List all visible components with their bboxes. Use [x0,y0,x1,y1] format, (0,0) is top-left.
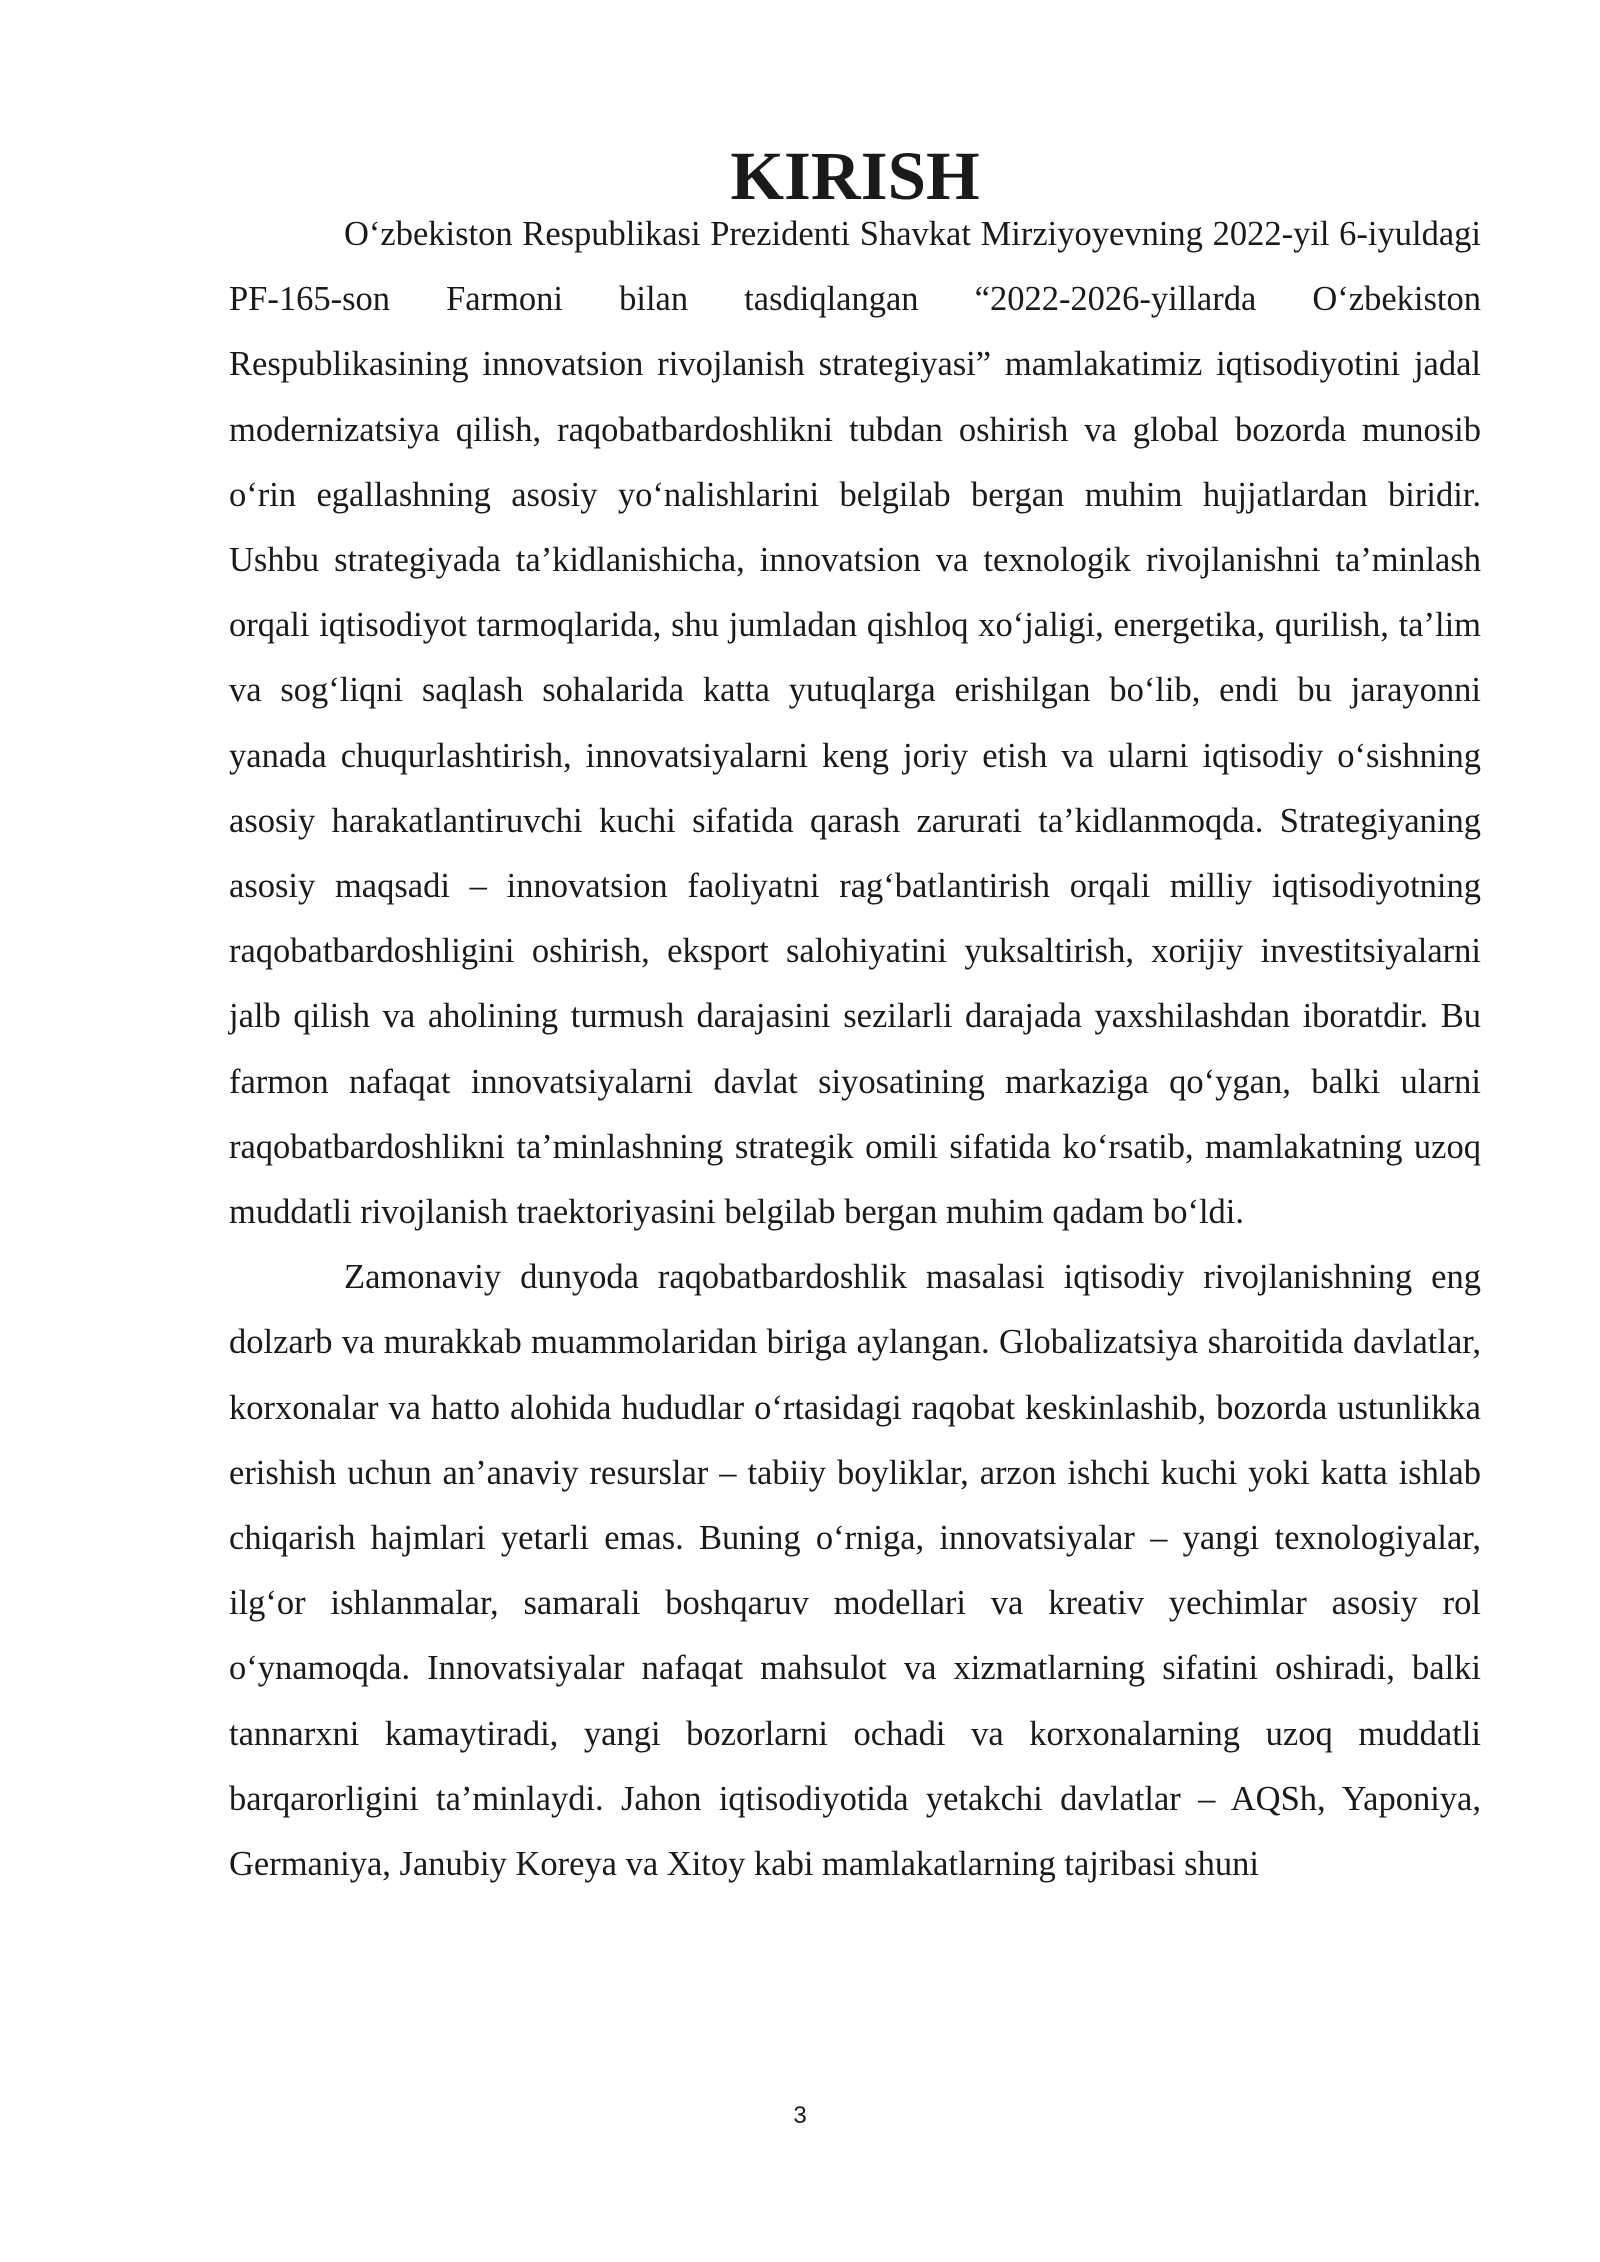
paragraph-2: Zamonaviy dunyoda raqobatbardoshlik masalasi iqtisodiy rivojlanishning eng dolzarb va murakkab muammolaridan biriga aylangan. Globalizatsiya sharoitida davlatlar, korxonalar va hatto alohida hududlar o‘rtasidagi raqobat keskinlashib, bozorda ustunlikka erishish uchun an’anaviy resurslar – tabiiy boyliklar, arzon ishchi kuchi yoki katta ishlab chiqarish hajmlari yetarli emas. Buning o‘rniga, innovatsiyalar – yangi texnologiyalar, ilg‘or ishlanmalar, samarali boshqaruv modellari va kreativ yechimlar asosiy rol o‘ynamoqda. Innovatsiyalar nafaqat mahsulot va xizmatlarning sifatini oshiradi, balki tannarxni kamaytiradi, yangi bozorlarni ochadi va korxonalarning uzoq muddatli barqarorligini ta’minlaydi. Jahon iqtisodiyotida yetakchi davlatlar – AQSh, Yaponiya, Germaniya, Janubiy Koreya va Xitoy kabi mamlakatlarning tajribasi shuni [229,1258,1481,1884]
paragraph-1: O‘zbekiston Respublikasi Prezidenti Shavkat Mirziyoyevning 2022-yil 6-iyuldagi PF-165-son Farmoni bilan tasdiqlangan “2022-2026-yillarda O‘zbekiston Respublikasining innovatsion rivojlanish strategiyasi” mamlakatimiz iqtisodiyotini jadal modernizatsiya qilish, raqobatbardoshlikni tubdan oshirish va global bozorda munosib o‘rin egallashning asosiy yo‘nalishlarini belgilab bergan muhim hujjatlardan biridir. Ushbu strategiyada ta’kidlanishicha, innovatsion va texnologik rivojlanishni ta’minlash orqali iqtisodiyot tarmoqlarida, shu jumladan qishloq xo‘jaligi, energetika, qurilish, ta’lim va sog‘liqni saqlash sohalarida katta yutuqlarga erishilgan bo‘lib, endi bu jarayonni yanada chuqurlashtirish, innovatsiyalarni keng joriy etish va ularni iqtisodiy o‘sishning asosiy harakatlantiruvchi kuchi sifatida qarash zarurati ta’kidlanmoqda. Strategiyaning asosiy maqsadi – innovatsion faoliyatni rag‘batlantirish orqali milliy iqtisodiyotning raqobatbardoshligini oshirish, eksport salohiyatini yuksaltirish, xorijiy investitsiyalarni jalb qilish va aholining turmush darajasini sezilarli darajada yaxshilashdan iboratdir. Bu farmon nafaqat innovatsiyalarni davlat siyosatining markaziga qo‘ygan, balki ularni raqobatbardoshlikni ta’minlashning strategik omili sifatida ko‘rsatib, mamlakatning uzoq muddatli rivojlanish traektoriyasini belgilab bergan muhim qadam bo‘ldi. [229,215,1481,1232]
page-body [229,138,1481,1897]
section-title: KIRISH [730,138,980,214]
page-number: 3 [793,2102,807,2129]
